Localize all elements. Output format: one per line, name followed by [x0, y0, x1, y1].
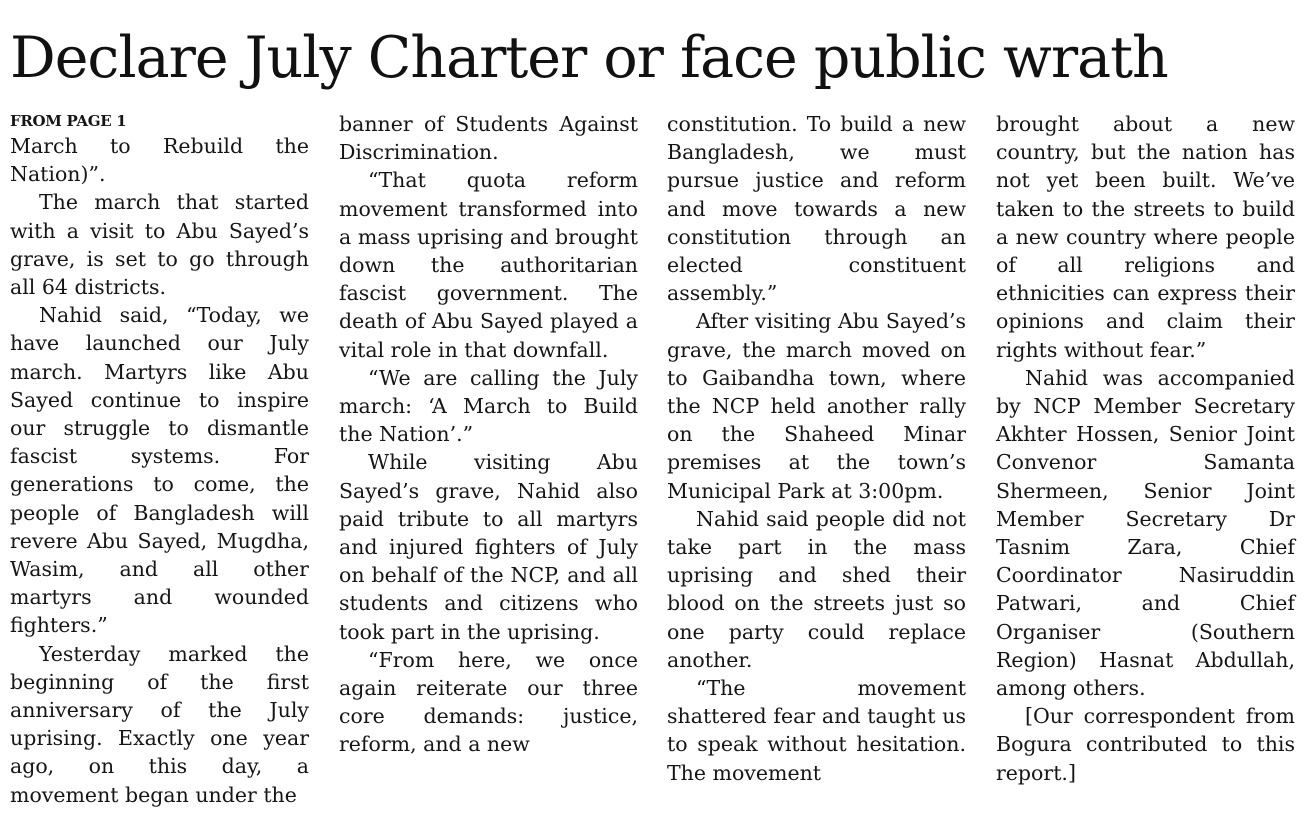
article-column-1 [10, 110, 309, 809]
article-column-2 [339, 110, 638, 759]
paragraph: March to Rebuild the Nation)”. [10, 134, 309, 187]
paragraph: Yesterday marked the beginning of the first anniversary of the July uprising. Exactly one year ago, on this day, a movement began under the [10, 641, 309, 807]
paragraph: constitution. To build a new Bangladesh, we must pursue justice and reform and move towards a new constitution through an elected constituent assembly.” [667, 112, 966, 306]
paragraph: brought about a new country, but the nation has not yet been built. We’ve taken to the streets to build a new country where people of all religions and ethnicities can express their opinions and claim their rights without fear.” [996, 112, 1295, 362]
paragraph: Nahid said, “Today, we have launched our July march. Martyrs like Abu Sayed continue to inspire our struggle to dismantle fascist systems. For generations to come, the people of Bangladesh will revere Abu Sayed, Mugdha, Wasim, and all other martyrs and wounded fighters.” [10, 303, 309, 638]
paragraph: The march that started with a visit to Abu Sayed’s grave, is set to go through all 64 districts. [10, 190, 309, 300]
paragraph: “The movement shattered fear and taught us to speak without hesitation. The movement [667, 676, 966, 785]
paragraph: “We are calling the July march: ‘A March to Build the Nation’.” [339, 365, 638, 447]
paragraph: Nahid was accompanied by NCP Member Secretary Akhter Hossen, Senior Joint Convenor Samanta Shermeen, Senior Joint Member Secretary Dr Tasnim Zara, Chief Coordinator Nasiruddin Patwari, and Chief Organiser (Southern Region) Hasnat Abdullah, among others. [996, 365, 1295, 701]
continuation-kicker: FROM PAGE 1 [10, 112, 127, 130]
paragraph: “That quota reform movement transformed into a mass uprising and brought down the authoritarian fascist government. The death of Abu Sayed played a vital role in that downfall. [339, 168, 638, 362]
paragraph: Nahid said people did not take part in the mass uprising and shed their blood on the streets just so one party could replace another. [667, 506, 966, 672]
article-column-3 [667, 110, 966, 787]
article-column-4 [996, 110, 1295, 787]
headline: Declare July Charter or face public wrath [10, 25, 1168, 91]
paragraph: While visiting Abu Sayed’s grave, Nahid also paid tribute to all martyrs and injured fighters of July on behalf of the NCP, and all students and citizens who took part in the uprising. [339, 450, 638, 644]
paragraph: [Our correspondent from Bogura contributed to this report.] [996, 704, 1295, 785]
paragraph: banner of Students Against Discrimination. [339, 112, 638, 165]
paragraph: After visiting Abu Sayed’s grave, the march moved on to Gaibandha town, where the NCP held another rally on the Shaheed Minar premises at the town’s Municipal Park at 3:00pm. [667, 309, 966, 503]
paragraph: “From here, we once again reiterate our three core demands: justice, reform, and a new [339, 647, 638, 757]
